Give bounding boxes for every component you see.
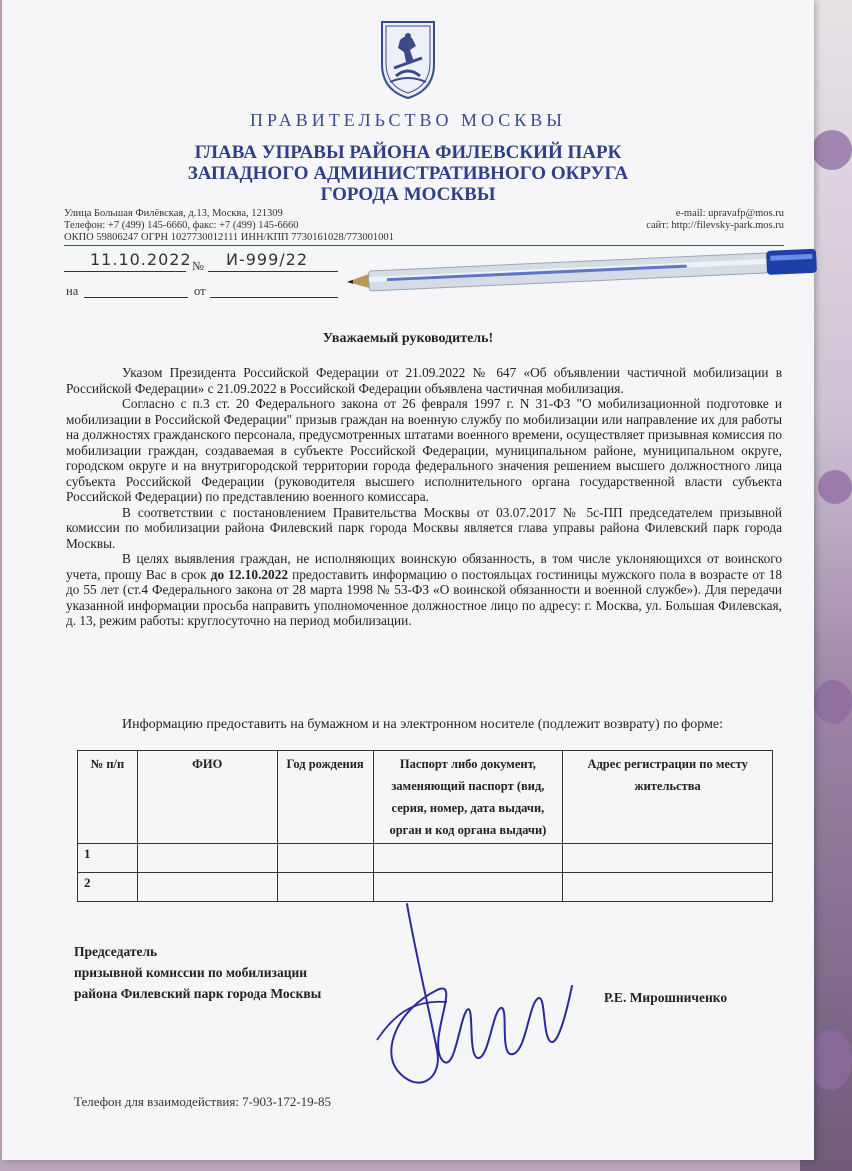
ballpoint-pen-icon: [346, 245, 817, 298]
office-title-line-3: ГОРОДА МОСКВЫ: [320, 184, 496, 205]
handwritten-signature-icon: [367, 890, 597, 1120]
number-underline: [208, 271, 338, 272]
greeting: Уважаемый руководитель!: [322, 331, 494, 346]
requisites-line: ОКПО 59806247 ОГРН 1027730012111 ИНН/КПП 7730161028/773001001: [64, 232, 394, 243]
col-fio: ФИО: [137, 751, 277, 844]
cell[interactable]: 1: [78, 844, 138, 873]
email-line: e-mail: upravafp@mos.ru: [675, 208, 784, 219]
paragraph-4: [66, 551, 782, 629]
deadline: до 12.10.2022: [210, 566, 289, 582]
reply-to-label: на: [66, 284, 79, 298]
flower-decoration: [814, 680, 852, 724]
form-table: [77, 750, 773, 902]
col-birth-year: Год рождения: [277, 751, 373, 844]
moscow-coat-of-arms-icon: [376, 18, 440, 100]
form-intro: Информацию предоставить на бумажном и на электронном носителе (подлежит возврату) по форме:: [122, 717, 724, 732]
cell[interactable]: [563, 844, 773, 873]
col-passport: Паспорт либо документ, заменяющий паспорт (вид, серия, номер, дата выдачи, орган и код органа выдачи): [373, 751, 563, 844]
letter-body: [66, 365, 782, 629]
table-header-row: [78, 751, 773, 844]
letter-date: 11.10.2022: [90, 250, 192, 269]
signatory-position: [74, 941, 321, 1004]
position-line: призывной комиссии по мобилизации: [74, 965, 308, 980]
cell[interactable]: [137, 844, 277, 873]
paragraph-4-start: В целях выявления граждан, не исполняющих воинскую обязанность, в том числе уклоняющихся от воинского учета, прошу Вас в срок: [66, 551, 782, 582]
cell[interactable]: [373, 844, 563, 873]
col-address: Адрес регистрации по месту жительства: [563, 751, 773, 844]
flower-decoration: [812, 130, 852, 170]
reply-to-underline: [84, 297, 188, 298]
government-title: ПРАВИТЕЛЬСТВО МОСКВЫ: [249, 110, 566, 130]
flower-decoration: [810, 1030, 852, 1090]
paragraph-2: Согласно с п.3 ст. 20 Федерального закона от 26 февраля 1997 г. N 31-ФЗ "О мобилизационной подготовке и мобилизации в Российской Федерации" призыв граждан на военную службу по мобилизации или направление их для работы на должностях гражданского персонала, предусмотренных штатами военного времени, осуществляет призывная комиссия по мобилизации граждан, создаваемая в субъекте Российской Федерации, муниципальном районе, муниципальном округе, городском округе и на внутригородской территории города федерального значения решением высшего должностного лица субъекта Российской Федерации (руководителя высшего исполнительного органа государственной власти субъекта Российской Федерации) по представлению военного комиссара.: [66, 396, 782, 504]
address-line: Улица Большая Филёвская, д.13, Москва, 121309: [64, 208, 283, 219]
position-line: района Филевский парк города Москвы: [74, 986, 322, 1001]
contact-phone: Телефон для взаимодействия: 7-903-172-19-85: [74, 1094, 331, 1109]
paragraph-3: В соответствии с постановлением Правительства Москвы от 03.07.2017 № 5с-ПП председателем призывной комиссии по мобилизации района Филевский парк города Москвы является глава управы района Филевский парк города Москвы.: [66, 504, 782, 551]
office-title-line-1: ГЛАВА УПРАВЫ РАЙОНА ФИЛЕВСКИЙ ПАРК: [194, 142, 622, 163]
date-underline: [64, 271, 186, 272]
cell[interactable]: [277, 844, 373, 873]
col-number: № п/п: [78, 751, 138, 844]
office-title-line-2: ЗАПАДНОГО АДМИНИСТРАТИВНОГО ОКРУГА: [187, 163, 629, 184]
letter-page: [2, 0, 814, 1160]
letter-number: И-999/22: [226, 250, 309, 269]
website-line: сайт: http://filevsky-park.mos.ru: [646, 220, 784, 231]
reply-from-label: от: [194, 284, 206, 298]
phone-fax-line: Телефон: +7 (499) 145-6660, факс: +7 (499) 145-6660: [64, 220, 299, 231]
paragraph-4-end: предоставить информацию о постояльцах гостиницы мужского пола в возрасте от 18 до 55 лет (ст.4 Федерального закона от 28 марта 1998 № 53-ФЗ «О воинской обязанности и военной службе»). Для передачи указанной информации просьба направить уполномоченное должностное лицо по адресу: г. Москва, ул. Большая Филевская, д. 13, режим работы: круглосуточно на период мобилизации.: [66, 566, 782, 628]
contacts-left: [64, 208, 394, 244]
cell[interactable]: [277, 873, 373, 902]
header-divider: [64, 245, 784, 246]
position-line: Председатель: [74, 944, 158, 959]
cell[interactable]: [137, 873, 277, 902]
number-sign: №: [192, 259, 204, 273]
paragraph-1: Указом Президента Российской Федерации от 21.09.2022 № 647 «Об объявлении частичной мобилизации в Российской Федерации» с 21.09.2022 в Российской Федерации объявлена частичная мобилизация.: [66, 365, 782, 396]
table-row: [78, 844, 773, 873]
cell[interactable]: 2: [78, 873, 138, 902]
signatory-name: Р.Е. Мирошниченко: [604, 990, 728, 1005]
reply-from-underline: [210, 297, 338, 298]
flower-decoration: [818, 470, 852, 504]
contacts-right: [646, 208, 784, 232]
